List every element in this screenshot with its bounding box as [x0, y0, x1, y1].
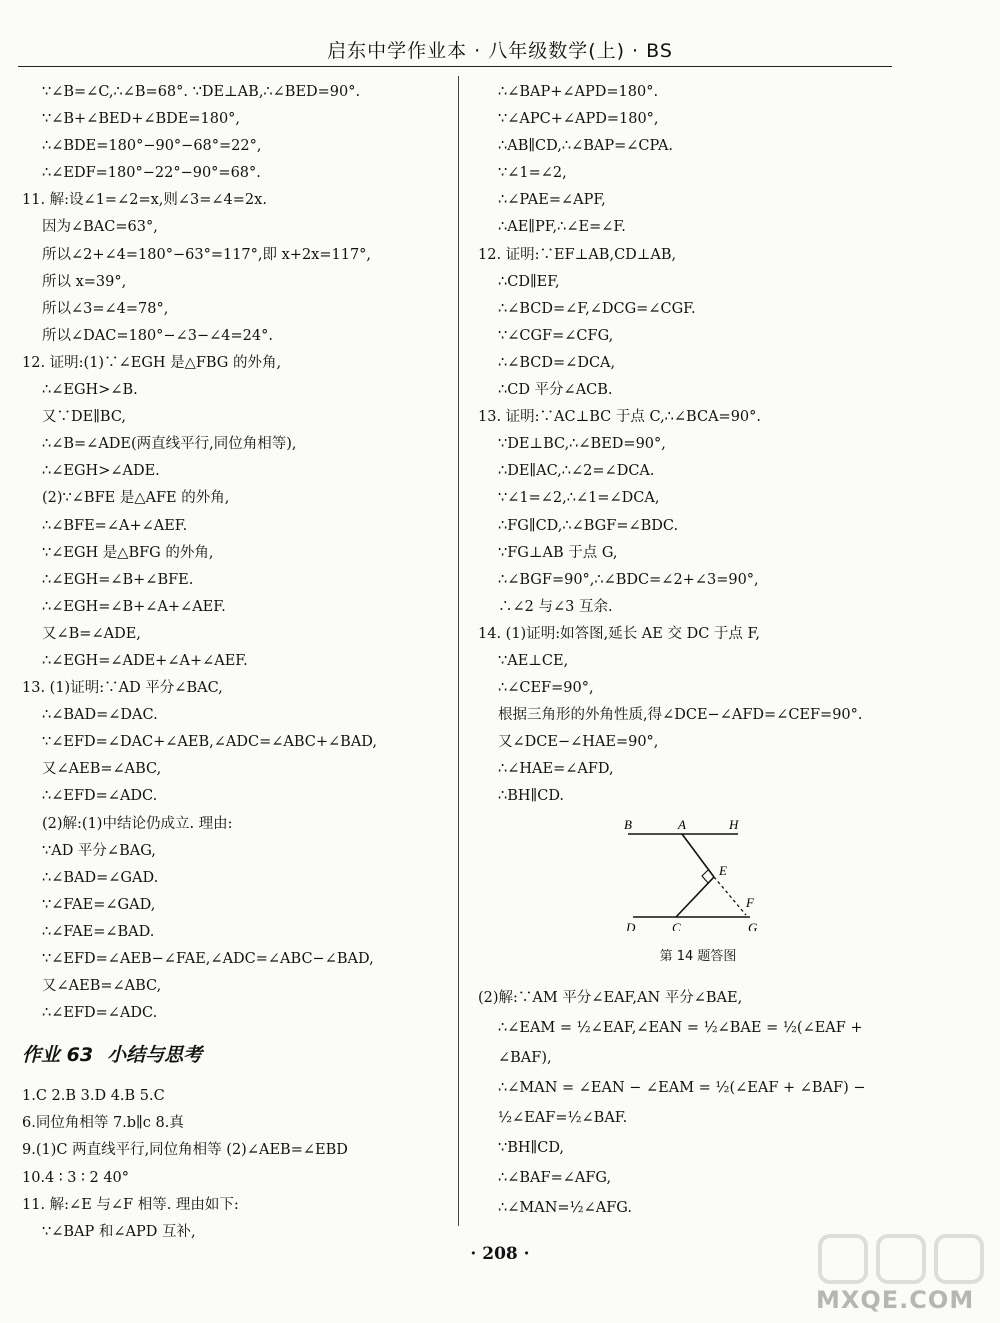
text-line: (2)∵∠BFE 是△AFE 的外角,	[42, 490, 230, 507]
extension-ef	[714, 877, 746, 915]
text-line: ∴∠FAE=∠BAD.	[42, 923, 155, 940]
text-line: ∴∠BAD=∠DAC.	[42, 707, 158, 724]
text-line: 根据三角形的外角性质,得∠DCE−∠AFD=∠CEF=90°.	[498, 707, 863, 724]
answer-line: 9.(1)C 两直线平行,同位角相等 (2)∠AEB=∠EBD	[22, 1142, 348, 1159]
header-rule	[18, 66, 892, 67]
problem-13: 13. 证明:∵AC⊥BC 于点 C,∴∠BCA=90°.	[478, 409, 762, 426]
text-line: ∴BH∥CD.	[498, 788, 565, 805]
text-line: ∴∠EFD=∠ADC.	[42, 1005, 158, 1022]
text-line: ∴∠PAE=∠APF,	[498, 192, 606, 209]
answer-line: 11. 解:∠E 与∠F 相等. 理由如下:	[22, 1196, 239, 1213]
text-line: ∵∠EFD=∠AEB−∠FAE,∠ADC=∠ABC−∠BAD,	[42, 951, 374, 967]
text-line: ∴∠BAD=∠GAD.	[42, 869, 159, 886]
problem-14: 14. (1)证明:如答图,延长 AE 交 DC 于点 F,	[478, 625, 760, 642]
problem-11: 11. 解:设∠1=∠2=x,则∠3=∠4=2x.	[22, 192, 267, 209]
answer-line: 6.同位角相等 7.b∥c 8.真	[22, 1115, 184, 1132]
column-divider	[458, 76, 459, 1226]
text-line: 所以 x=39°,	[42, 273, 127, 290]
text-line: ∴∠2 与∠3 互余.	[498, 598, 613, 615]
watermark-text: MXQE.COM	[816, 1286, 975, 1314]
text-line: 又∵DE∥BC,	[42, 409, 127, 426]
figure-drawing	[598, 811, 798, 931]
text-line: ∴∠EAM = ½∠EAF,∠EAN = ½∠BAE = ½(∠EAF +	[498, 1019, 863, 1036]
text-line: ∴∠B=∠ADE(两直线平行,同位角相等),	[42, 436, 297, 453]
text-line: ∵AD 平分∠BAG,	[42, 842, 156, 859]
text-line: 所以∠2+∠4=180°−63°=117°,即 x+2x=117°,	[42, 246, 372, 263]
text-line: ∵DE⊥BC,∴∠BED=90°,	[498, 436, 666, 453]
answer-line: 10.4 ∶ 3 ∶ 2 40°	[22, 1169, 130, 1186]
segment-ae	[682, 834, 714, 877]
text-line: ∴∠EFD=∠ADC.	[42, 788, 158, 805]
page-number: · 208 ·	[470, 1244, 530, 1264]
text-line: ∴∠BAF=∠AFG,	[498, 1169, 612, 1186]
geometry-figure	[478, 811, 918, 983]
text-line: ∴CD∥EF,	[498, 273, 560, 290]
text-line: (2)解:∵AM 平分∠EAF,AN 平分∠BAE,	[478, 989, 743, 1006]
text-line: ∴CD 平分∠ACB.	[498, 382, 613, 399]
figure-caption: 第 14 题答图	[659, 948, 737, 964]
label-d: D	[626, 919, 636, 931]
text-line: ∴∠EGH>∠ADE.	[42, 463, 160, 480]
text-line: ∴AB∥CD,∴∠BAP=∠CPA.	[498, 138, 674, 155]
text-line: 因为∠BAC=63°,	[42, 219, 158, 236]
text-line: ∴DE∥AC,∴∠2=∠DCA.	[498, 463, 655, 480]
text-line: ∵FG⊥AB 于点 G,	[498, 544, 618, 561]
text-line: ½∠EAF=½∠BAF.	[498, 1109, 628, 1126]
text-line: ∵∠APC+∠APD=180°,	[498, 111, 659, 128]
text-line: ∴∠HAE=∠AFD,	[498, 761, 614, 778]
text-line: ∵∠EFD=∠DAC+∠AEB,∠ADC=∠ABC+∠BAD,	[42, 734, 378, 751]
text-line: ∴AE∥PF,∴∠E=∠F.	[498, 219, 626, 236]
text-line: 所以∠DAC=180°−∠3−∠4=24°.	[42, 327, 273, 344]
problem-13: 13. (1)证明:∵AD 平分∠BAC,	[22, 680, 223, 697]
text-line: ∴∠BGF=90°,∴∠BDC=∠2+∠3=90°,	[498, 571, 759, 588]
text-line: ∵AE⊥CE,	[498, 652, 569, 669]
right-column	[478, 79, 918, 1223]
answer-line: ∵∠BAP 和∠APD 互补,	[42, 1223, 196, 1240]
text-line: ∴∠BDE=180°−90°−68°=22°,	[42, 138, 262, 155]
text-line: ∴∠EGH=∠B+∠A+∠AEF.	[42, 598, 226, 615]
problem-12: 12. 证明:(1)∵∠EGH 是△FBG 的外角,	[22, 354, 282, 371]
right-angle-mark	[702, 870, 714, 883]
problem-12: 12. 证明:∵EF⊥AB,CD⊥AB,	[478, 246, 677, 263]
text-line: (2)解:(1)中结论仍成立. 理由:	[42, 815, 233, 832]
left-column	[22, 79, 447, 1246]
text-line: ∵∠1=∠2,	[498, 165, 567, 182]
text-line: 又∠AEB=∠ABC,	[42, 761, 162, 778]
label-e: E	[719, 862, 727, 878]
text-line: ∴∠BCD=∠DCA,	[498, 354, 616, 371]
text-line: ∵∠CGF=∠CFG,	[498, 327, 614, 344]
text-line: ∵∠FAE=∠GAD,	[42, 896, 156, 913]
label-f: F	[746, 894, 754, 910]
label-c: C	[672, 919, 681, 931]
section-heading	[22, 1027, 447, 1083]
text-line: ∴∠MAN=½∠AFG.	[498, 1199, 632, 1216]
text-line: 所以∠3=∠4=78°,	[42, 300, 169, 317]
text-line: 又∠B=∠ADE,	[42, 625, 141, 642]
text-line: ∴∠EGH=∠B+∠BFE.	[42, 571, 194, 588]
text-line: ∵BH∥CD,	[498, 1139, 565, 1156]
text-line: ∴∠CEF=90°,	[498, 680, 594, 697]
text-line: ∴∠EDF=180°−22°−90°=68°.	[42, 165, 261, 182]
text-line: ∵∠B=∠C,∴∠B=68°. ∵DE⊥AB,∴∠BED=90°.	[42, 84, 361, 100]
label-b: B	[624, 816, 632, 832]
text-line: ∴∠MAN = ∠EAN − ∠EAM = ½(∠EAF + ∠BAF) −	[498, 1079, 866, 1096]
text-line: ∴∠EGH>∠B.	[42, 382, 138, 399]
answer-line: 1.C 2.B 3.D 4.B 5.C	[22, 1088, 165, 1105]
text-line: ∵∠1=∠2,∴∠1=∠DCA,	[498, 490, 660, 507]
section-number: 作业 63	[22, 1044, 94, 1067]
label-h: H	[729, 816, 739, 832]
text-line: ∵∠EGH 是△BFG 的外角,	[42, 544, 214, 561]
text-line: 又∠AEB=∠ABC,	[42, 978, 162, 995]
text-line: ∴FG∥CD,∴∠BGF=∠BDC.	[498, 517, 679, 534]
text-line: ∴∠BAP+∠APD=180°.	[498, 84, 659, 100]
text-line: 又∠DCE−∠HAE=90°,	[498, 734, 659, 751]
page-header: 启东中学作业本 · 八年级数学(上) · BS	[327, 40, 673, 62]
label-a: A	[678, 816, 686, 832]
section-title: 小结与思考	[107, 1044, 203, 1067]
label-g: G	[748, 919, 758, 931]
text-line: ∠BAF),	[498, 1049, 552, 1066]
text-line: ∴∠BCD=∠F,∠DCG=∠CGF.	[498, 300, 696, 317]
text-line: ∴∠BFE=∠A+∠AEF.	[42, 517, 188, 534]
text-line: ∵∠B+∠BED+∠BDE=180°,	[42, 111, 241, 128]
text-line: ∴∠EGH=∠ADE+∠A+∠AEF.	[42, 652, 248, 669]
